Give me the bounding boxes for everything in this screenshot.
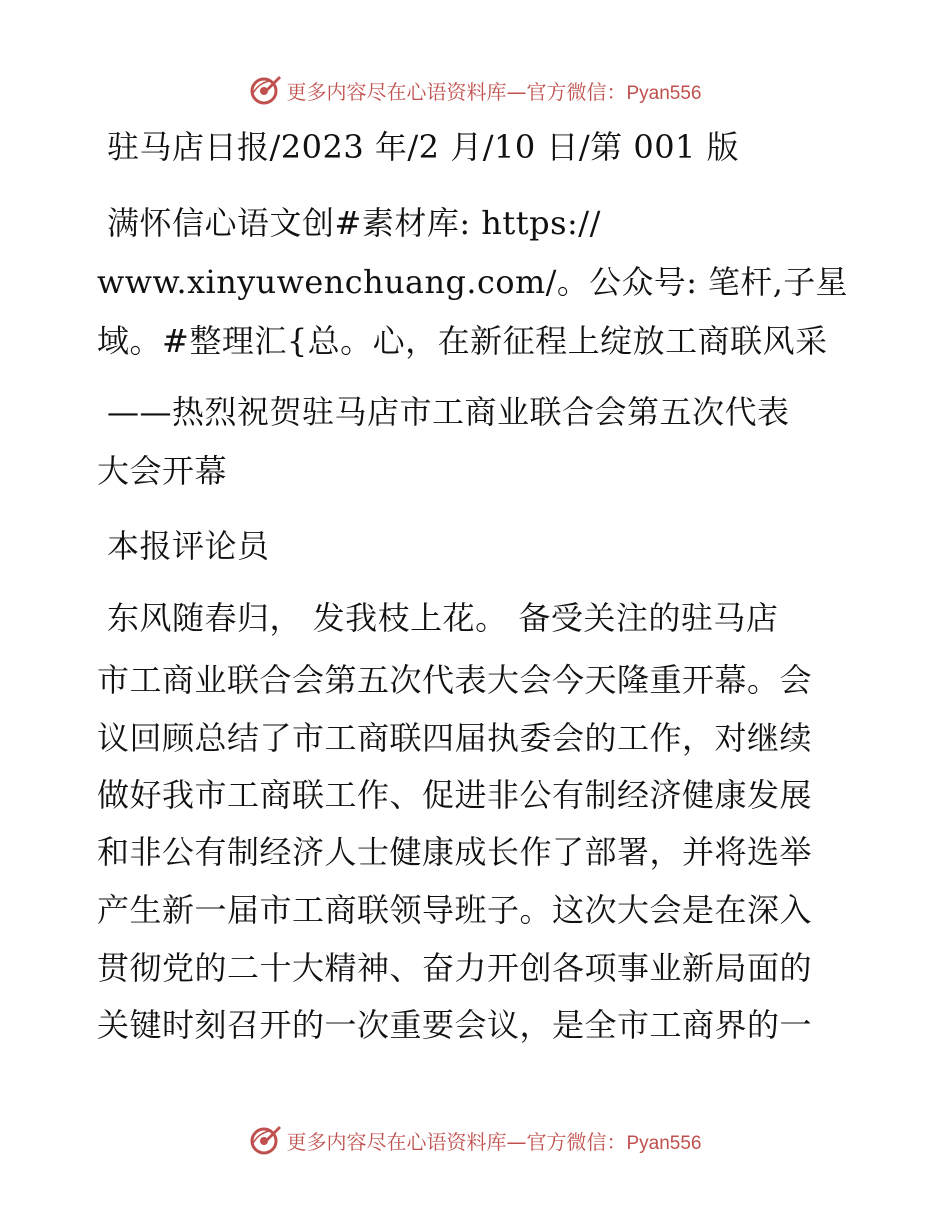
body-line-8: 关键时刻召开的一次重要会议，是全市工商界的一 xyxy=(97,1006,813,1044)
body-line-3: 议回顾总结了市工商联四届执委会的工作，对继续 xyxy=(97,719,813,757)
quill-circle-logo-icon xyxy=(248,73,282,107)
byline: 本报评论员 xyxy=(107,527,270,565)
source-line-3: 域。#整理汇{总。心，在新征程上绽放工商联风采 xyxy=(97,322,828,360)
watermark-handle: Pyan556 xyxy=(626,1132,702,1154)
body-line-1: 东风随春归， 发我枝上花。 备受关注的驻马店 xyxy=(107,599,779,637)
body-line-5: 和非公有制经济人士健康成长作了部署，并将选举 xyxy=(97,833,813,871)
dateline: 驻马店日报/2023 年/2 月/10 日/第 001 版 xyxy=(107,128,740,166)
watermark-text: 更多内容尽在心语资料库—官方微信：Pyan556 xyxy=(286,1129,702,1154)
body-line-6: 产生新一届市工商联领导班子。这次大会是在深入 xyxy=(97,891,813,929)
watermark-handle: Pyan556 xyxy=(626,82,702,104)
watermark-banner-top xyxy=(0,70,950,110)
watermark-banner-bottom xyxy=(0,1120,950,1160)
source-line-1: 满怀信心语文创#素材库: https:// xyxy=(107,204,601,242)
subtitle-line-1: ——热烈祝贺驻马店市工商业联合会第五次代表 xyxy=(107,393,790,431)
subtitle-line-2: 大会开幕 xyxy=(97,452,228,490)
body-line-7: 贯彻党的二十大精神、奋力开创各项事业新局面的 xyxy=(97,949,813,987)
body-line-2: 市工商业联合会第五次代表大会今天隆重开幕。会 xyxy=(97,661,813,699)
source-line-2: www.xinyuwenchuang.com/。公众号: 笔杆,子星 xyxy=(97,263,848,301)
watermark-text: 更多内容尽在心语资料库—官方微信：Pyan556 xyxy=(286,79,702,104)
quill-circle-logo-icon xyxy=(248,1123,282,1157)
body-line-4: 做好我市工商联工作、促进非公有制经济健康发展 xyxy=(97,776,813,814)
